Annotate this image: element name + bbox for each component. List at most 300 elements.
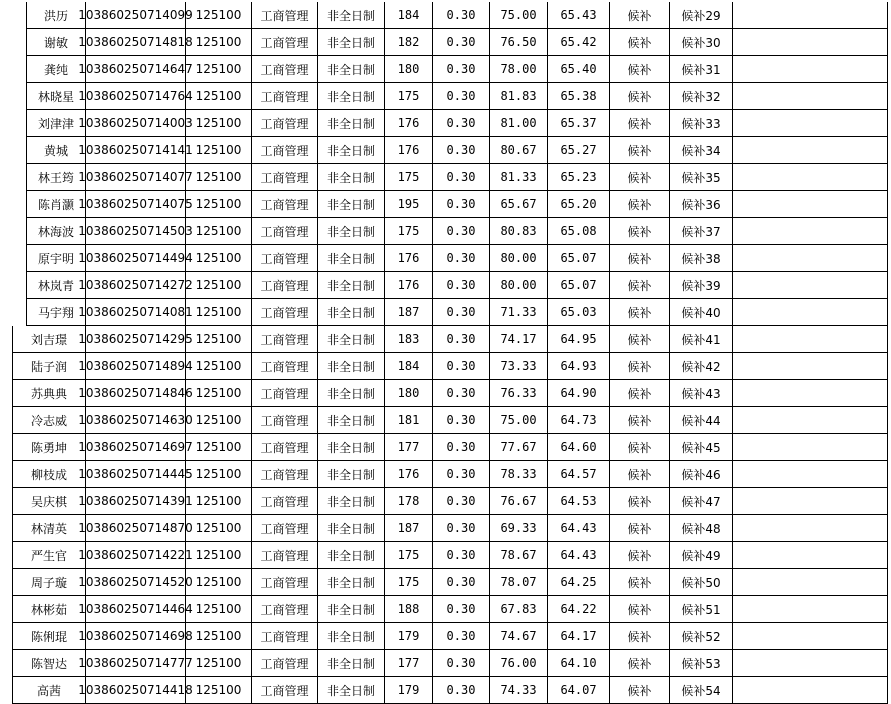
cell-status: 候补 xyxy=(610,569,670,596)
cell-initial-score: 176 xyxy=(385,245,433,272)
cell-exam-id: 103860250714141 xyxy=(86,137,186,164)
cell-weight: 0.30 xyxy=(433,326,490,353)
cell-rank: 候补30 xyxy=(670,29,733,56)
cell-exam-id: 103860250714099 xyxy=(86,2,186,29)
cell-empty xyxy=(733,245,888,272)
cell-major-code: 125100 xyxy=(186,623,252,650)
cell-exam-id: 103860250714077 xyxy=(86,164,186,191)
cell-name: 周子璇 xyxy=(12,569,86,596)
cell-name: 陈俐琨 xyxy=(12,623,86,650)
cell-interview-score: 76.00 xyxy=(490,650,548,677)
cell-major: 工商管理 xyxy=(252,515,318,542)
cell-exam-id: 103860250714698 xyxy=(86,623,186,650)
cell-rank: 候补42 xyxy=(670,353,733,380)
cell-status: 候补 xyxy=(610,29,670,56)
cell-empty xyxy=(733,326,888,353)
cell-total-score: 64.90 xyxy=(548,380,610,407)
cell-major-code: 125100 xyxy=(186,272,252,299)
cell-study-mode: 非全日制 xyxy=(318,353,385,380)
cell-major: 工商管理 xyxy=(252,677,318,704)
cell-rank: 候补37 xyxy=(670,218,733,245)
cell-name: 林海波 xyxy=(26,218,86,245)
cell-rank: 候补54 xyxy=(670,677,733,704)
cell-initial-score: 178 xyxy=(385,488,433,515)
cell-rank: 候补53 xyxy=(670,650,733,677)
cell-empty xyxy=(733,677,888,704)
cell-name: 冷志威 xyxy=(12,407,86,434)
table-row xyxy=(0,272,891,299)
cell-weight: 0.30 xyxy=(433,596,490,623)
cell-rank: 候补39 xyxy=(670,272,733,299)
cell-study-mode: 非全日制 xyxy=(318,380,385,407)
table-row xyxy=(0,245,891,272)
cell-major: 工商管理 xyxy=(252,191,318,218)
cell-study-mode: 非全日制 xyxy=(318,326,385,353)
cell-exam-id: 103860250714081 xyxy=(86,299,186,326)
cell-exam-id: 103860250714272 xyxy=(86,272,186,299)
cell-rank: 候补29 xyxy=(670,2,733,29)
cell-initial-score: 180 xyxy=(385,380,433,407)
cell-major: 工商管理 xyxy=(252,2,318,29)
table-row xyxy=(0,83,891,110)
cell-total-score: 64.95 xyxy=(548,326,610,353)
cell-exam-id: 103860250714846 xyxy=(86,380,186,407)
cell-major-code: 125100 xyxy=(186,407,252,434)
cell-name: 林清英 xyxy=(12,515,86,542)
cell-total-score: 64.25 xyxy=(548,569,610,596)
cell-major-code: 125100 xyxy=(186,137,252,164)
cell-study-mode: 非全日制 xyxy=(318,434,385,461)
cell-status: 候补 xyxy=(610,677,670,704)
cell-rank: 候补49 xyxy=(670,542,733,569)
cell-interview-score: 67.83 xyxy=(490,596,548,623)
cell-rank: 候补50 xyxy=(670,569,733,596)
cell-major: 工商管理 xyxy=(252,380,318,407)
cell-total-score: 65.03 xyxy=(548,299,610,326)
cell-status: 候补 xyxy=(610,542,670,569)
cell-empty xyxy=(733,191,888,218)
cell-major-code: 125100 xyxy=(186,191,252,218)
table-row xyxy=(0,596,891,623)
cell-name: 高茜 xyxy=(12,677,86,704)
cell-interview-score: 80.00 xyxy=(490,272,548,299)
table-row xyxy=(0,137,891,164)
cell-total-score: 64.43 xyxy=(548,542,610,569)
cell-study-mode: 非全日制 xyxy=(318,677,385,704)
cell-rank: 候补41 xyxy=(670,326,733,353)
cell-initial-score: 187 xyxy=(385,515,433,542)
cell-exam-id: 103860250714647 xyxy=(86,56,186,83)
cell-major: 工商管理 xyxy=(252,407,318,434)
cell-total-score: 65.43 xyxy=(548,2,610,29)
cell-empty xyxy=(733,299,888,326)
cell-empty xyxy=(733,83,888,110)
cell-total-score: 65.07 xyxy=(548,272,610,299)
cell-name: 陈智达 xyxy=(12,650,86,677)
cell-exam-id: 103860250714777 xyxy=(86,650,186,677)
cell-weight: 0.30 xyxy=(433,299,490,326)
cell-major-code: 125100 xyxy=(186,380,252,407)
cell-weight: 0.30 xyxy=(433,434,490,461)
cell-rank: 候补44 xyxy=(670,407,733,434)
cell-major-code: 125100 xyxy=(186,29,252,56)
cell-initial-score: 175 xyxy=(385,83,433,110)
cell-interview-score: 80.00 xyxy=(490,245,548,272)
cell-empty xyxy=(733,407,888,434)
cell-weight: 0.30 xyxy=(433,407,490,434)
cell-weight: 0.30 xyxy=(433,569,490,596)
cell-study-mode: 非全日制 xyxy=(318,2,385,29)
table-row xyxy=(0,56,891,83)
cell-study-mode: 非全日制 xyxy=(318,542,385,569)
cell-name: 陈勇坤 xyxy=(12,434,86,461)
cell-name: 林岚青 xyxy=(26,272,86,299)
cell-initial-score: 181 xyxy=(385,407,433,434)
table-row xyxy=(0,191,891,218)
table-row xyxy=(0,29,891,56)
table-row xyxy=(0,299,891,326)
cell-name: 柳枝成 xyxy=(12,461,86,488)
cell-empty xyxy=(733,164,888,191)
cell-rank: 候补36 xyxy=(670,191,733,218)
cell-initial-score: 184 xyxy=(385,2,433,29)
cell-weight: 0.30 xyxy=(433,164,490,191)
cell-empty xyxy=(733,110,888,137)
cell-rank: 候补48 xyxy=(670,515,733,542)
cell-status: 候补 xyxy=(610,515,670,542)
cell-major: 工商管理 xyxy=(252,29,318,56)
cell-initial-score: 184 xyxy=(385,353,433,380)
cell-status: 候补 xyxy=(610,56,670,83)
cell-study-mode: 非全日制 xyxy=(318,83,385,110)
cell-total-score: 65.23 xyxy=(548,164,610,191)
cell-exam-id: 103860250714391 xyxy=(86,488,186,515)
cell-interview-score: 81.83 xyxy=(490,83,548,110)
cell-weight: 0.30 xyxy=(433,272,490,299)
cell-study-mode: 非全日制 xyxy=(318,29,385,56)
cell-rank: 候补34 xyxy=(670,137,733,164)
cell-exam-id: 103860250714003 xyxy=(86,110,186,137)
cell-interview-score: 65.67 xyxy=(490,191,548,218)
table-row xyxy=(0,677,891,704)
cell-rank: 候补51 xyxy=(670,596,733,623)
cell-initial-score: 175 xyxy=(385,542,433,569)
cell-initial-score: 183 xyxy=(385,326,433,353)
cell-initial-score: 177 xyxy=(385,434,433,461)
cell-study-mode: 非全日制 xyxy=(318,488,385,515)
cell-total-score: 65.37 xyxy=(548,110,610,137)
cell-exam-id: 103860250714464 xyxy=(86,596,186,623)
cell-rank: 候补52 xyxy=(670,623,733,650)
cell-major: 工商管理 xyxy=(252,83,318,110)
cell-status: 候补 xyxy=(610,110,670,137)
cell-study-mode: 非全日制 xyxy=(318,515,385,542)
cell-empty xyxy=(733,650,888,677)
cell-interview-score: 75.00 xyxy=(490,2,548,29)
cell-name: 马宇翔 xyxy=(26,299,86,326)
cell-major: 工商管理 xyxy=(252,272,318,299)
cell-weight: 0.30 xyxy=(433,245,490,272)
cell-exam-id: 103860250714445 xyxy=(86,461,186,488)
cell-major-code: 125100 xyxy=(186,515,252,542)
cell-major: 工商管理 xyxy=(252,326,318,353)
cell-weight: 0.30 xyxy=(433,542,490,569)
cell-study-mode: 非全日制 xyxy=(318,245,385,272)
cell-empty xyxy=(733,218,888,245)
cell-name: 苏典典 xyxy=(12,380,86,407)
cell-exam-id: 103860250714503 xyxy=(86,218,186,245)
cell-major: 工商管理 xyxy=(252,596,318,623)
cell-rank: 候补43 xyxy=(670,380,733,407)
cell-weight: 0.30 xyxy=(433,677,490,704)
cell-status: 候补 xyxy=(610,380,670,407)
cell-total-score: 65.42 xyxy=(548,29,610,56)
cell-exam-id: 103860250714818 xyxy=(86,29,186,56)
cell-major-code: 125100 xyxy=(186,461,252,488)
cell-empty xyxy=(733,542,888,569)
cell-status: 候补 xyxy=(610,245,670,272)
cell-status: 候补 xyxy=(610,164,670,191)
cell-empty xyxy=(733,596,888,623)
table-row xyxy=(0,623,891,650)
cell-initial-score: 188 xyxy=(385,596,433,623)
cell-weight: 0.30 xyxy=(433,488,490,515)
cell-name: 刘吉璟 xyxy=(12,326,86,353)
cell-interview-score: 78.00 xyxy=(490,56,548,83)
cell-rank: 候补38 xyxy=(670,245,733,272)
cell-weight: 0.30 xyxy=(433,137,490,164)
cell-initial-score: 195 xyxy=(385,191,433,218)
cell-total-score: 64.17 xyxy=(548,623,610,650)
cell-exam-id: 103860250714870 xyxy=(86,515,186,542)
cell-initial-score: 176 xyxy=(385,110,433,137)
cell-status: 候补 xyxy=(610,2,670,29)
cell-empty xyxy=(733,272,888,299)
cell-major: 工商管理 xyxy=(252,461,318,488)
cell-interview-score: 78.33 xyxy=(490,461,548,488)
cell-empty xyxy=(733,461,888,488)
cell-study-mode: 非全日制 xyxy=(318,164,385,191)
cell-total-score: 64.22 xyxy=(548,596,610,623)
cell-major-code: 125100 xyxy=(186,56,252,83)
cell-study-mode: 非全日制 xyxy=(318,407,385,434)
cell-major: 工商管理 xyxy=(252,137,318,164)
table-row xyxy=(0,569,891,596)
cell-interview-score: 75.00 xyxy=(490,407,548,434)
cell-name: 林彬茹 xyxy=(12,596,86,623)
cell-major: 工商管理 xyxy=(252,56,318,83)
cell-status: 候补 xyxy=(610,299,670,326)
table-row xyxy=(0,380,891,407)
cell-total-score: 65.27 xyxy=(548,137,610,164)
cell-exam-id: 103860250714221 xyxy=(86,542,186,569)
cell-name: 陆子润 xyxy=(12,353,86,380)
cell-major-code: 125100 xyxy=(186,596,252,623)
cell-interview-score: 76.50 xyxy=(490,29,548,56)
cell-empty xyxy=(733,2,888,29)
table-row xyxy=(0,515,891,542)
cell-weight: 0.30 xyxy=(433,515,490,542)
cell-status: 候补 xyxy=(610,326,670,353)
cell-major-code: 125100 xyxy=(186,83,252,110)
cell-rank: 候补45 xyxy=(670,434,733,461)
cell-total-score: 64.53 xyxy=(548,488,610,515)
cell-status: 候补 xyxy=(610,218,670,245)
cell-name: 林王筠 xyxy=(26,164,86,191)
cell-study-mode: 非全日制 xyxy=(318,56,385,83)
cell-empty xyxy=(733,380,888,407)
cell-exam-id: 103860250714295 xyxy=(86,326,186,353)
cell-major: 工商管理 xyxy=(252,218,318,245)
cell-major: 工商管理 xyxy=(252,245,318,272)
cell-status: 候补 xyxy=(610,434,670,461)
cell-initial-score: 175 xyxy=(385,569,433,596)
cell-study-mode: 非全日制 xyxy=(318,218,385,245)
cell-major: 工商管理 xyxy=(252,542,318,569)
cell-major: 工商管理 xyxy=(252,488,318,515)
cell-initial-score: 187 xyxy=(385,299,433,326)
cell-status: 候补 xyxy=(610,83,670,110)
cell-major: 工商管理 xyxy=(252,110,318,137)
cell-exam-id: 103860250714418 xyxy=(86,677,186,704)
cell-initial-score: 176 xyxy=(385,461,433,488)
cell-major-code: 125100 xyxy=(186,164,252,191)
cell-name: 黄城 xyxy=(26,137,86,164)
cell-interview-score: 77.67 xyxy=(490,434,548,461)
cell-total-score: 64.10 xyxy=(548,650,610,677)
cell-major-code: 125100 xyxy=(186,2,252,29)
cell-weight: 0.30 xyxy=(433,191,490,218)
cell-empty xyxy=(733,488,888,515)
cell-major-code: 125100 xyxy=(186,245,252,272)
table-row xyxy=(0,434,891,461)
cell-major-code: 125100 xyxy=(186,299,252,326)
cell-status: 候补 xyxy=(610,191,670,218)
cell-study-mode: 非全日制 xyxy=(318,650,385,677)
cell-exam-id: 103860250714764 xyxy=(86,83,186,110)
cell-weight: 0.30 xyxy=(433,2,490,29)
cell-study-mode: 非全日制 xyxy=(318,191,385,218)
cell-weight: 0.30 xyxy=(433,110,490,137)
cell-weight: 0.30 xyxy=(433,623,490,650)
cell-status: 候补 xyxy=(610,407,670,434)
cell-study-mode: 非全日制 xyxy=(318,569,385,596)
table-row xyxy=(0,326,891,353)
cell-weight: 0.30 xyxy=(433,380,490,407)
table-row xyxy=(0,542,891,569)
cell-total-score: 64.93 xyxy=(548,353,610,380)
cell-major-code: 125100 xyxy=(186,434,252,461)
cell-interview-score: 76.67 xyxy=(490,488,548,515)
cell-weight: 0.30 xyxy=(433,218,490,245)
cell-total-score: 65.40 xyxy=(548,56,610,83)
cell-interview-score: 73.33 xyxy=(490,353,548,380)
cell-weight: 0.30 xyxy=(433,56,490,83)
cell-interview-score: 81.33 xyxy=(490,164,548,191)
cell-exam-id: 103860250714630 xyxy=(86,407,186,434)
cell-major-code: 125100 xyxy=(186,110,252,137)
cell-name: 原宇明 xyxy=(26,245,86,272)
cell-major-code: 125100 xyxy=(186,353,252,380)
cell-rank: 候补40 xyxy=(670,299,733,326)
cell-study-mode: 非全日制 xyxy=(318,461,385,488)
cell-name: 龚纯 xyxy=(26,56,86,83)
cell-rank: 候补47 xyxy=(670,488,733,515)
cell-major-code: 125100 xyxy=(186,650,252,677)
cell-exam-id: 103860250714494 xyxy=(86,245,186,272)
cell-interview-score: 71.33 xyxy=(490,299,548,326)
cell-major: 工商管理 xyxy=(252,650,318,677)
cell-major-code: 125100 xyxy=(186,569,252,596)
cell-major-code: 125100 xyxy=(186,488,252,515)
cell-study-mode: 非全日制 xyxy=(318,299,385,326)
cell-empty xyxy=(733,29,888,56)
cell-interview-score: 69.33 xyxy=(490,515,548,542)
cell-rank: 候补46 xyxy=(670,461,733,488)
cell-total-score: 64.60 xyxy=(548,434,610,461)
cell-interview-score: 81.00 xyxy=(490,110,548,137)
table-row xyxy=(0,353,891,380)
cell-empty xyxy=(733,569,888,596)
cell-initial-score: 180 xyxy=(385,56,433,83)
cell-status: 候补 xyxy=(610,353,670,380)
cell-total-score: 65.38 xyxy=(548,83,610,110)
cell-status: 候补 xyxy=(610,488,670,515)
cell-major: 工商管理 xyxy=(252,164,318,191)
cell-rank: 候补35 xyxy=(670,164,733,191)
cell-status: 候补 xyxy=(610,461,670,488)
cell-interview-score: 78.07 xyxy=(490,569,548,596)
cell-total-score: 65.08 xyxy=(548,218,610,245)
cell-initial-score: 177 xyxy=(385,650,433,677)
cell-major-code: 125100 xyxy=(186,218,252,245)
cell-empty xyxy=(733,623,888,650)
table-row xyxy=(0,110,891,137)
cell-name: 陈肖灏 xyxy=(26,191,86,218)
cell-empty xyxy=(733,56,888,83)
cell-rank: 候补32 xyxy=(670,83,733,110)
table-row xyxy=(0,461,891,488)
cell-interview-score: 74.17 xyxy=(490,326,548,353)
cell-total-score: 64.43 xyxy=(548,515,610,542)
cell-weight: 0.30 xyxy=(433,353,490,380)
table-row xyxy=(0,218,891,245)
cell-interview-score: 80.83 xyxy=(490,218,548,245)
cell-major: 工商管理 xyxy=(252,623,318,650)
cell-weight: 0.30 xyxy=(433,461,490,488)
cell-major-code: 125100 xyxy=(186,677,252,704)
cell-exam-id: 103860250714075 xyxy=(86,191,186,218)
cell-total-score: 64.07 xyxy=(548,677,610,704)
cell-name: 刘津津 xyxy=(26,110,86,137)
cell-initial-score: 175 xyxy=(385,164,433,191)
cell-status: 候补 xyxy=(610,650,670,677)
cell-empty xyxy=(733,434,888,461)
cell-initial-score: 179 xyxy=(385,623,433,650)
cell-interview-score: 74.67 xyxy=(490,623,548,650)
cell-initial-score: 176 xyxy=(385,272,433,299)
cell-empty xyxy=(733,137,888,164)
table-row xyxy=(0,650,891,677)
cell-initial-score: 179 xyxy=(385,677,433,704)
cell-rank: 候补31 xyxy=(670,56,733,83)
cell-name: 洪历 xyxy=(26,2,86,29)
cell-total-score: 65.07 xyxy=(548,245,610,272)
cell-study-mode: 非全日制 xyxy=(318,137,385,164)
cell-status: 候补 xyxy=(610,137,670,164)
cell-empty xyxy=(733,353,888,380)
table-row xyxy=(0,2,891,29)
